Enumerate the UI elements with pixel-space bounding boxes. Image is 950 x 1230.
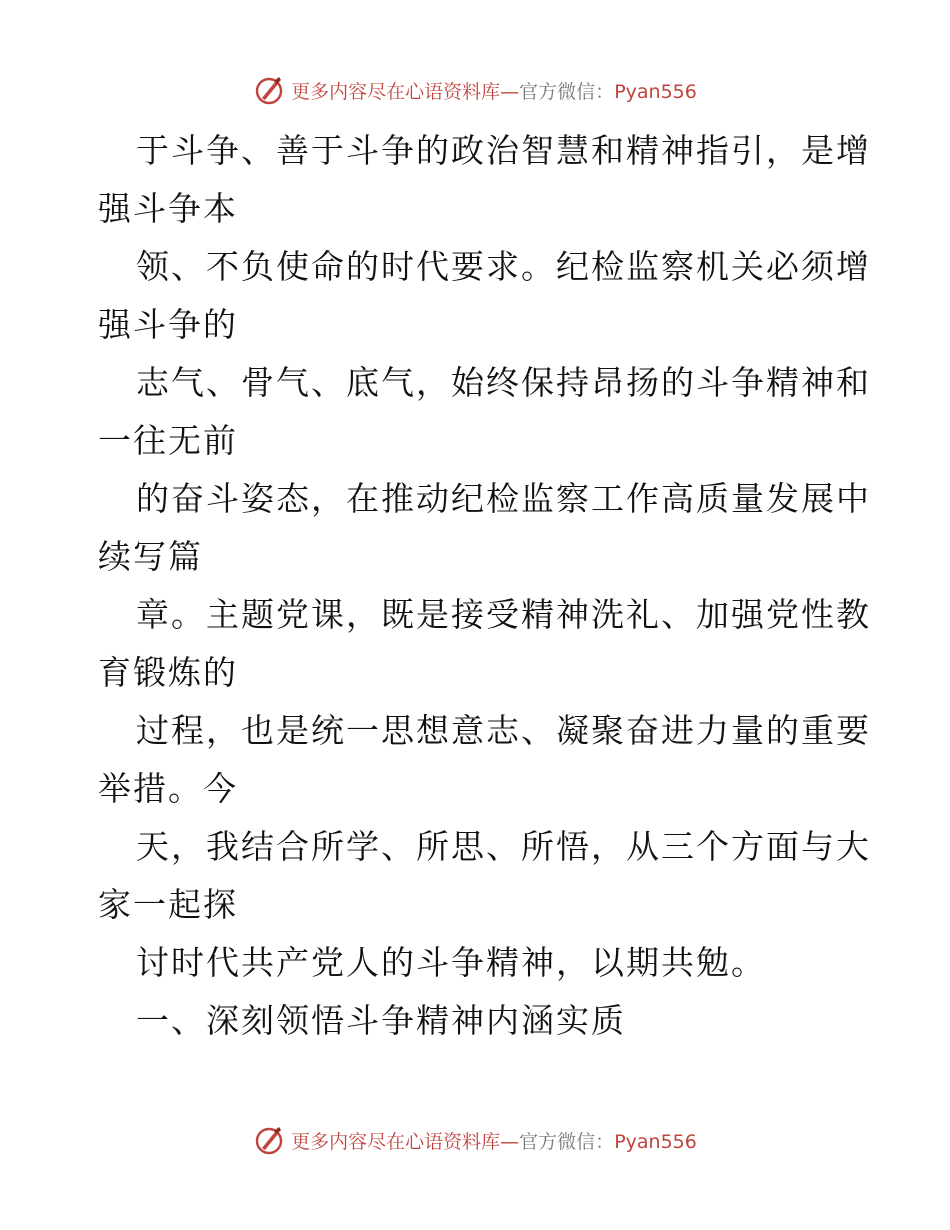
text-line: 强斗争本	[98, 189, 238, 228]
text-line: 育锻炼的	[98, 653, 238, 692]
text-line: 家一起探	[98, 885, 238, 924]
text-line: 一、深刻领悟斗争精神内涵实质	[136, 1001, 626, 1040]
header-wechat-id: Pyan556	[614, 80, 697, 103]
pen-circle-logo-icon	[253, 74, 285, 106]
header-wechat-label: 官方微信：	[519, 80, 615, 103]
text-line: 志气、骨气、底气，始终保持昂扬的斗争精神和	[136, 363, 871, 402]
header-dash: —	[500, 80, 520, 103]
text-line: 天，我结合所学、所思、所悟，从三个方面与大	[136, 827, 871, 866]
footer-text	[291, 1127, 697, 1154]
footer-dash: —	[500, 1130, 520, 1153]
text-line: 于斗争、善于斗争的政治智慧和精神指引，是增	[136, 131, 871, 170]
text-line: 的奋斗姿态，在推动纪检监察工作高质量发展中	[136, 479, 871, 518]
footer-banner	[0, 1120, 950, 1160]
footer-wechat-label: 官方微信：	[519, 1130, 615, 1153]
header-text	[291, 77, 697, 104]
text-line: 领、不负使命的时代要求。纪检监察机关必须增	[136, 247, 871, 286]
header-banner	[0, 70, 950, 110]
header-site-text: 更多内容尽在心语资料库	[291, 80, 501, 103]
footer-site-text: 更多内容尽在心语资料库	[291, 1130, 501, 1153]
text-line: 一往无前	[98, 421, 238, 460]
footer-wechat-id: Pyan556	[614, 1130, 697, 1153]
pen-circle-logo-icon	[253, 1124, 285, 1156]
document-body	[98, 122, 871, 1050]
text-line: 过程，也是统一思想意志、凝聚奋进力量的重要	[136, 711, 871, 750]
text-line: 强斗争的	[98, 305, 238, 344]
text-line: 续写篇	[98, 537, 203, 576]
text-line: 章。主题党课，既是接受精神洗礼、加强党性教	[136, 595, 871, 634]
text-line: 讨时代共产党人的斗争精神，以期共勉。	[136, 943, 766, 982]
text-line: 举措。今	[98, 769, 238, 808]
